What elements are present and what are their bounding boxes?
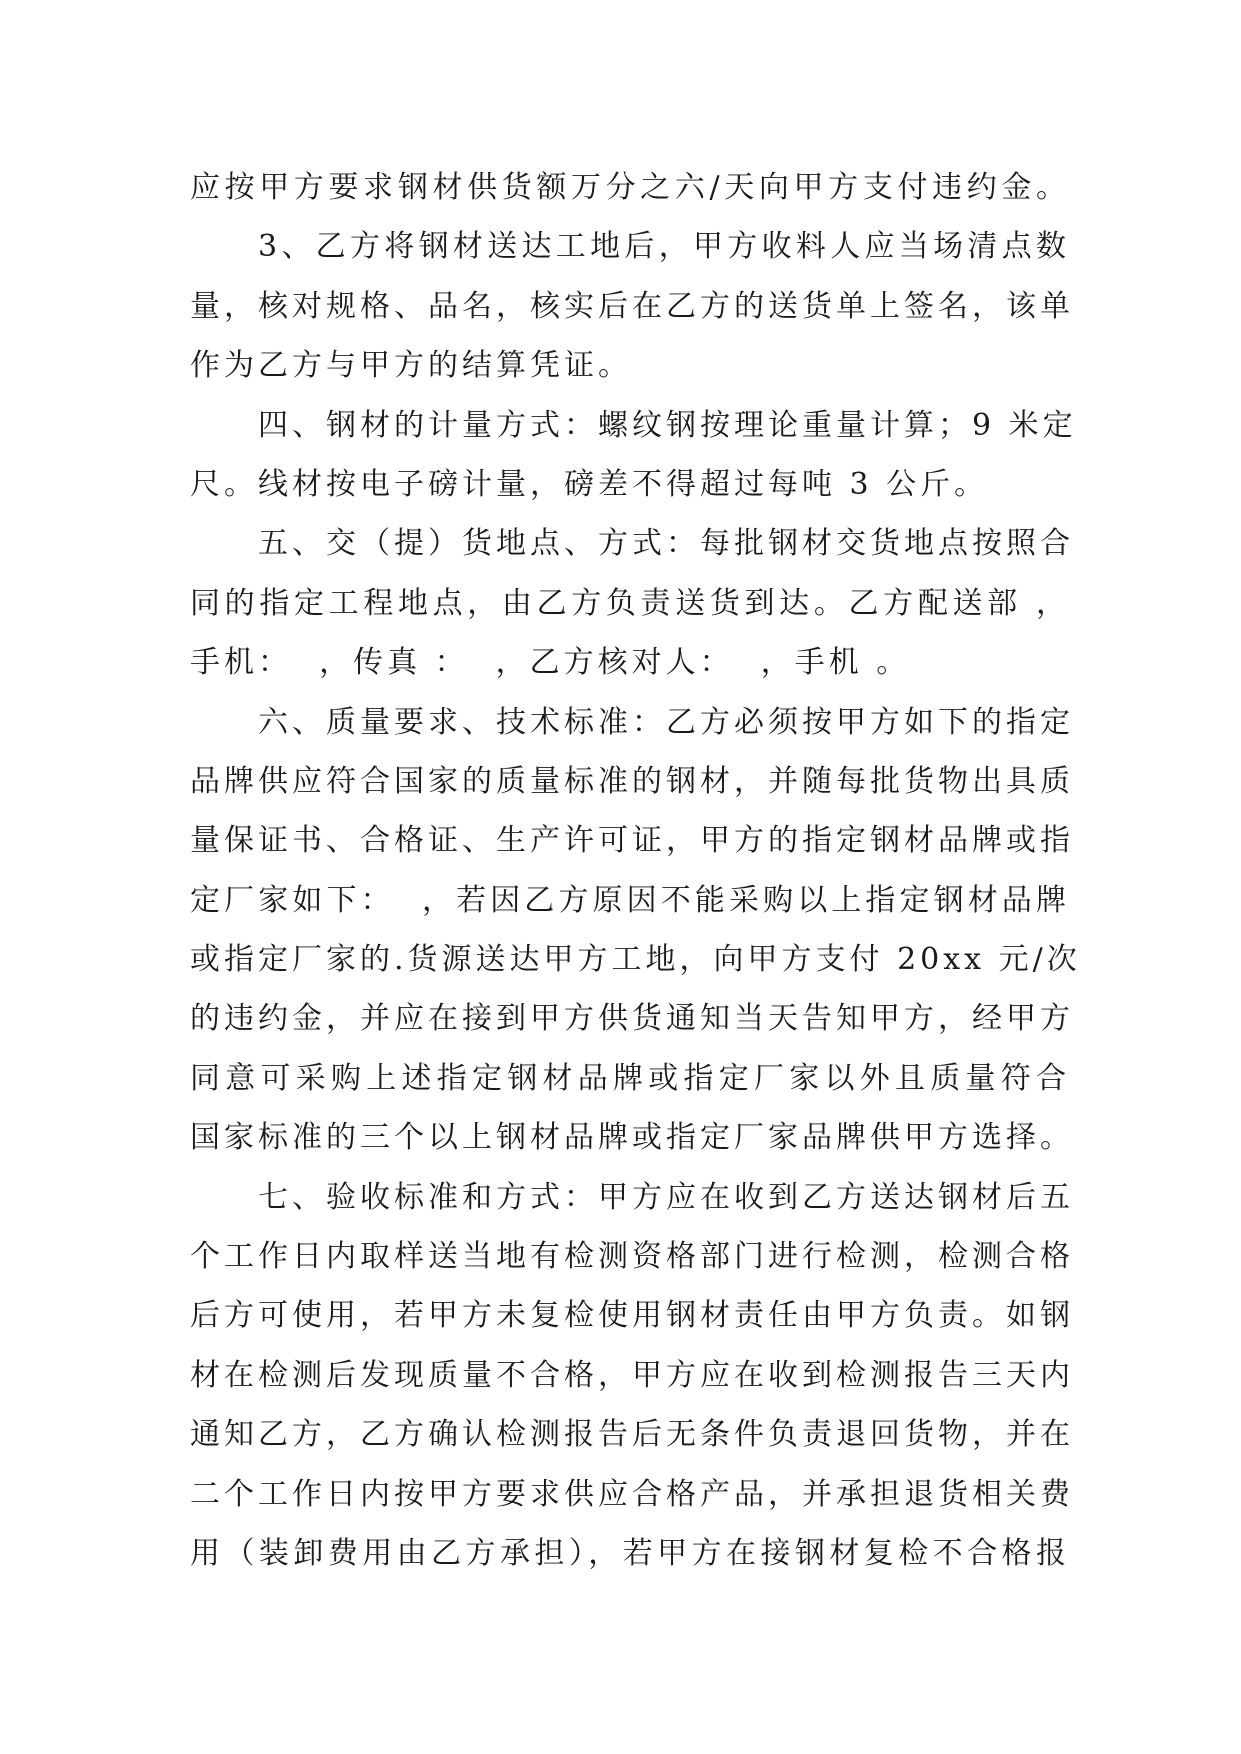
- text-line: 七、验收标准和方式：甲方应在收到乙方送达钢材后五: [258, 1179, 1074, 1215]
- text-line: 手机： ，传真 ： ，乙方核对人： ，手机 。: [190, 645, 911, 681]
- text-line: 尺。线材按电子磅计量，磅差不得超过每吨 3 公斤。: [190, 466, 989, 502]
- text-line: 应按甲方要求钢材供货额万分之六/天向甲方支付违约金。: [190, 170, 1070, 205]
- text-line: 五、交（提）货地点、方式：每批钢材交货地点按照合: [258, 526, 1074, 562]
- document-body: [190, 158, 1081, 1583]
- text-line: 品牌供应符合国家的质量标准的钢材，并随每批货物出具质: [190, 763, 1074, 799]
- text-line: 二个工作日内按甲方要求供应合格产品，并承担退货相关费: [190, 1476, 1074, 1512]
- text-line: 国家标准的三个以上钢材品牌或指定厂家品牌供甲方选择。: [190, 1120, 1074, 1156]
- text-line: 后方可使用，若甲方未复检使用钢材责任由甲方负责。如钢: [190, 1298, 1074, 1334]
- text-line: 的违约金，并应在接到甲方供货通知当天告知甲方，经甲方: [190, 1001, 1074, 1037]
- text-line: 量，核对规格、品名，核实后在乙方的送货单上签名，该单: [190, 288, 1074, 324]
- text-line: 同的指定工程地点，由乙方负责送货到达。乙方配送部 ，: [190, 585, 1070, 621]
- text-line: 同意可采购上述指定钢材品牌或指定厂家以外且质量符合: [190, 1060, 1070, 1096]
- text-line: 定厂家如下： ，若因乙方原因不能采购以上指定钢材品牌: [190, 882, 1070, 918]
- text-line: 四、钢材的计量方式：螺纹钢按理论重量计算；9 米定: [258, 407, 1077, 443]
- text-line: 六、质量要求、技术标准：乙方必须按甲方如下的指定: [258, 704, 1074, 740]
- text-line: 材在检测后发现质量不合格，甲方应在收到检测报告三天内: [190, 1357, 1074, 1393]
- text-line: 量保证书、合格证、生产许可证，甲方的指定钢材品牌或指: [190, 823, 1074, 859]
- text-line: 作为乙方与甲方的结算凭证。: [190, 348, 632, 384]
- text-line: 通知乙方，乙方确认检测报告后无条件负责退回货物，并在: [190, 1417, 1074, 1453]
- text-line: 3、乙方将钢材送达工地后，甲方收料人应当场清点数: [258, 229, 1070, 265]
- text-line: 或指定厂家的.货源送达甲方工地，向甲方支付 20xx 元/次: [190, 942, 1081, 978]
- text-line: 个工作日内取样送当地有检测资格部门进行检测，检测合格: [190, 1239, 1074, 1275]
- text-line: 用（装卸费用由乙方承担），若甲方在接钢材复检不合格报: [190, 1535, 1070, 1571]
